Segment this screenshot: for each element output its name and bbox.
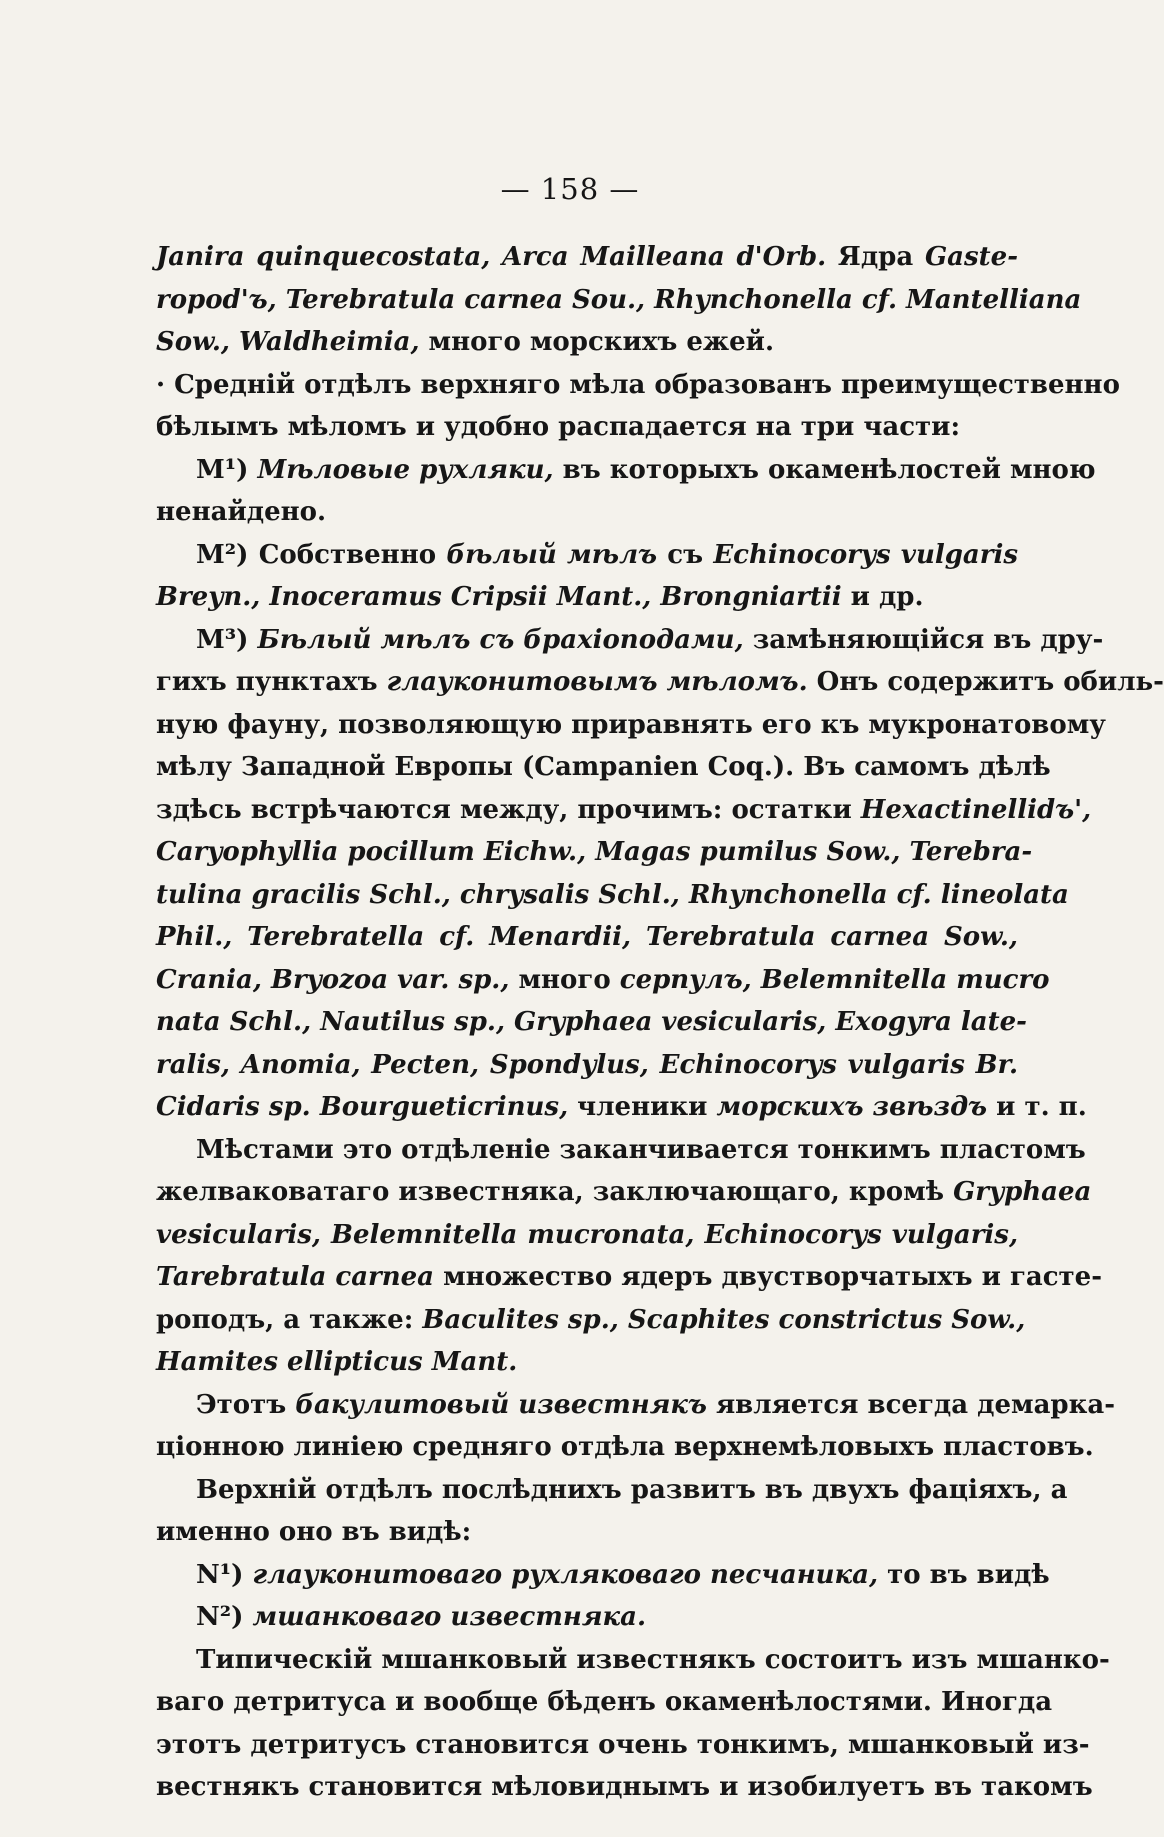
- text-line: [156, 1171, 1092, 1214]
- roman-text-span: ную фауну, позволяющую приравнять его къ мукронатовому: [156, 709, 1106, 740]
- roman-text-span: желваковатаго известняка, заключающаго, кромѣ: [156, 1177, 954, 1207]
- text-line: [156, 1724, 1090, 1767]
- text-line: [156, 364, 1120, 407]
- roman-text-span: N¹): [196, 1559, 253, 1590]
- text-line: [156, 619, 1104, 662]
- text-line: [156, 491, 1018, 534]
- italic-taxon-span: мшанковаго известняка.: [252, 1602, 647, 1632]
- text-line: [156, 534, 1018, 577]
- roman-text-span: Типическій мшанковый известнякъ состоитъ изъ мшанко-: [196, 1644, 1110, 1675]
- text-line: [156, 1766, 1093, 1809]
- roman-text-span: Ядра: [826, 242, 925, 272]
- roman-text-span: бѣлымъ мѣломъ и удобно распадается на три части:: [156, 412, 961, 442]
- text-line: [156, 746, 1051, 789]
- italic-taxon-span: глауконитовымъ мѣломъ.: [386, 667, 808, 697]
- italic-taxon-span: Бѣлый мѣлъ съ брахіоподами,: [257, 624, 744, 655]
- text-line: [156, 1511, 1018, 1554]
- roman-text-span: · Средній отдѣлъ верхняго мѣла образованъ преимущественно: [156, 369, 1120, 400]
- italic-taxon-span: морскихъ звѣздъ: [716, 1092, 988, 1122]
- roman-text-span: множество ядеръ двустворчатыхъ и гасте-: [434, 1262, 1102, 1292]
- italic-taxon-span: бѣлый мѣлъ: [446, 539, 657, 570]
- text-line: [156, 1214, 1018, 1257]
- roman-text-span: [490, 242, 502, 272]
- roman-text-span: M³): [196, 624, 258, 655]
- text-line: [156, 916, 1018, 959]
- text-line: [156, 789, 1092, 832]
- italic-taxon-span: Мѣловые рухляки,: [257, 454, 554, 485]
- text-line: [156, 576, 1018, 619]
- roman-text-span: здѣсь встрѣчаются между, прочимъ: остатки: [156, 794, 861, 825]
- roman-text-span: Мѣстами это отдѣленіе заканчивается тонкимъ пластомъ: [196, 1134, 1086, 1165]
- italic-taxon-span: Breyn., Inoceramus Cripsii Mant., Brongniartii: [156, 582, 842, 612]
- text-line: [156, 1639, 1110, 1682]
- text-line: [156, 704, 1106, 747]
- italic-taxon-span: Phil., Terebratella cf. Menardii, Terebratula carnea Sow.,: [156, 922, 1018, 952]
- roman-text-span: то въ видѣ: [878, 1559, 1050, 1590]
- text-line: [156, 1384, 1116, 1427]
- text-line: [156, 1086, 1087, 1129]
- page-number: — 158 —: [500, 172, 640, 206]
- italic-taxon-span: Baculites sp., Scaphites constrictus Sow.,: [422, 1304, 1026, 1335]
- roman-text-span: много: [509, 964, 620, 995]
- roman-text-span: этотъ детритусъ становится очень тонкимъ, мшанковый из-: [156, 1729, 1090, 1760]
- italic-taxon-span: ralis, Anomia, Pecten, Spondylus, Echinocorys vulgaris Br.: [156, 1049, 1018, 1080]
- italic-taxon-span: Crania, Bryozoa var. sp.,: [156, 964, 510, 995]
- roman-text-span: M¹): [196, 454, 258, 485]
- roman-text-span: ваго детритуса и вообще бѣденъ окаменѣлостями. Иногда: [156, 1687, 1053, 1717]
- body-text: [156, 236, 1164, 1809]
- roman-text-span: ненайдено.: [156, 497, 327, 527]
- italic-taxon-span: серпулъ, Belemnitella mucro: [619, 964, 1050, 995]
- roman-text-span: мѣлу Западной Европы (Campanien Coq.). Въ самомъ дѣлѣ: [156, 752, 1051, 782]
- italic-taxon-span: Echinocorys vulgaris: [713, 539, 1018, 570]
- text-line: [156, 1299, 1026, 1342]
- roman-text-span: является всегда демарка-: [706, 1389, 1116, 1420]
- text-line: [156, 1001, 1027, 1044]
- italic-taxon-span: глауконитоваго рухляковаго песчаника,: [252, 1559, 879, 1590]
- roman-text-span: много морскихъ ежей.: [419, 327, 775, 357]
- italic-taxon-span: Cidaris sp. Bourgueticrinus,: [156, 1092, 569, 1122]
- text-line: [156, 1681, 1053, 1724]
- text-line: [156, 1341, 1018, 1384]
- italic-taxon-span: nata Schl., Nautilus sp., Gryphaea vesicularis, Exogyra late-: [156, 1007, 1027, 1037]
- text-line: [156, 279, 1082, 322]
- roman-text-span: въ которыхъ окаменѣлостей мною: [553, 454, 1096, 485]
- roman-text-span: съ: [657, 539, 714, 570]
- text-line: [156, 1426, 1094, 1469]
- italic-taxon-span: Arca Mailleana d'Orb.: [502, 242, 827, 272]
- roman-text-span: гихъ пунктахъ: [156, 667, 387, 697]
- italic-taxon-span: Hexactinellidъ',: [860, 794, 1092, 825]
- text-line: [156, 321, 1018, 364]
- text-line: [156, 1469, 1068, 1512]
- text-line: [156, 831, 1033, 874]
- italic-taxon-span: vesicularis, Belemnitella mucronata, Echinocorys vulgaris,: [156, 1219, 1018, 1250]
- italic-taxon-span: Janira quinquecostata,: [156, 242, 491, 272]
- text-line: [156, 959, 1050, 1002]
- text-line: [156, 1129, 1086, 1172]
- roman-text-span: и т. п.: [987, 1092, 1087, 1122]
- text-line: [156, 449, 1096, 492]
- text-line: [156, 1596, 1018, 1639]
- roman-text-span: вестнякъ становится мѣловиднымъ и изобилуетъ въ такомъ: [156, 1772, 1093, 1802]
- italic-taxon-span: ropod'ъ, Terebratula carnea Sou., Rhynchonella cf. Mantelliana: [156, 284, 1082, 315]
- italic-taxon-span: Tarebratula carnea: [156, 1262, 435, 1292]
- text-line: [156, 874, 1069, 917]
- text-line: [156, 236, 1018, 279]
- roman-text-span: ціонною линіею средняго отдѣла верхнемѣловыхъ пластовъ.: [156, 1432, 1094, 1462]
- italic-taxon-span: Gaste-: [924, 242, 1018, 272]
- roman-text-span: замѣняющійся въ дру-: [743, 624, 1104, 655]
- roman-text-span: M²) Собственно: [196, 539, 447, 570]
- roman-text-span: Верхній отдѣлъ послѣднихъ развитъ въ двухъ фаціяхъ, а: [196, 1474, 1068, 1505]
- roman-text-span: и др.: [841, 582, 924, 612]
- italic-taxon-span: бакулитовый известнякъ: [295, 1389, 707, 1420]
- roman-text-span: членики: [568, 1092, 717, 1122]
- roman-text-span: N²): [196, 1602, 253, 1632]
- text-line: [156, 1554, 1050, 1597]
- text-line: [156, 1044, 1018, 1087]
- roman-text-span: роподъ, а также:: [156, 1304, 423, 1335]
- roman-text-span: Этотъ: [196, 1389, 296, 1420]
- italic-taxon-span: Gryphaea: [953, 1177, 1092, 1207]
- text-line: [156, 406, 1018, 449]
- roman-text-span: Онъ содержитъ обиль-: [807, 667, 1164, 697]
- roman-text-span: именно оно въ видѣ:: [156, 1517, 472, 1547]
- text-line: [156, 1256, 1102, 1299]
- text-line: [156, 661, 1164, 704]
- italic-taxon-span: tulina gracilis Schl., chrysalis Schl., Rhynchonella cf. lineolata: [156, 879, 1069, 910]
- italic-taxon-span: Sow., Waldheimia,: [156, 327, 420, 357]
- italic-taxon-span: Hamites ellipticus Mant.: [156, 1347, 518, 1377]
- italic-taxon-span: Caryophyllia pocillum Eichw., Magas pumilus Sow., Terebra-: [156, 837, 1033, 867]
